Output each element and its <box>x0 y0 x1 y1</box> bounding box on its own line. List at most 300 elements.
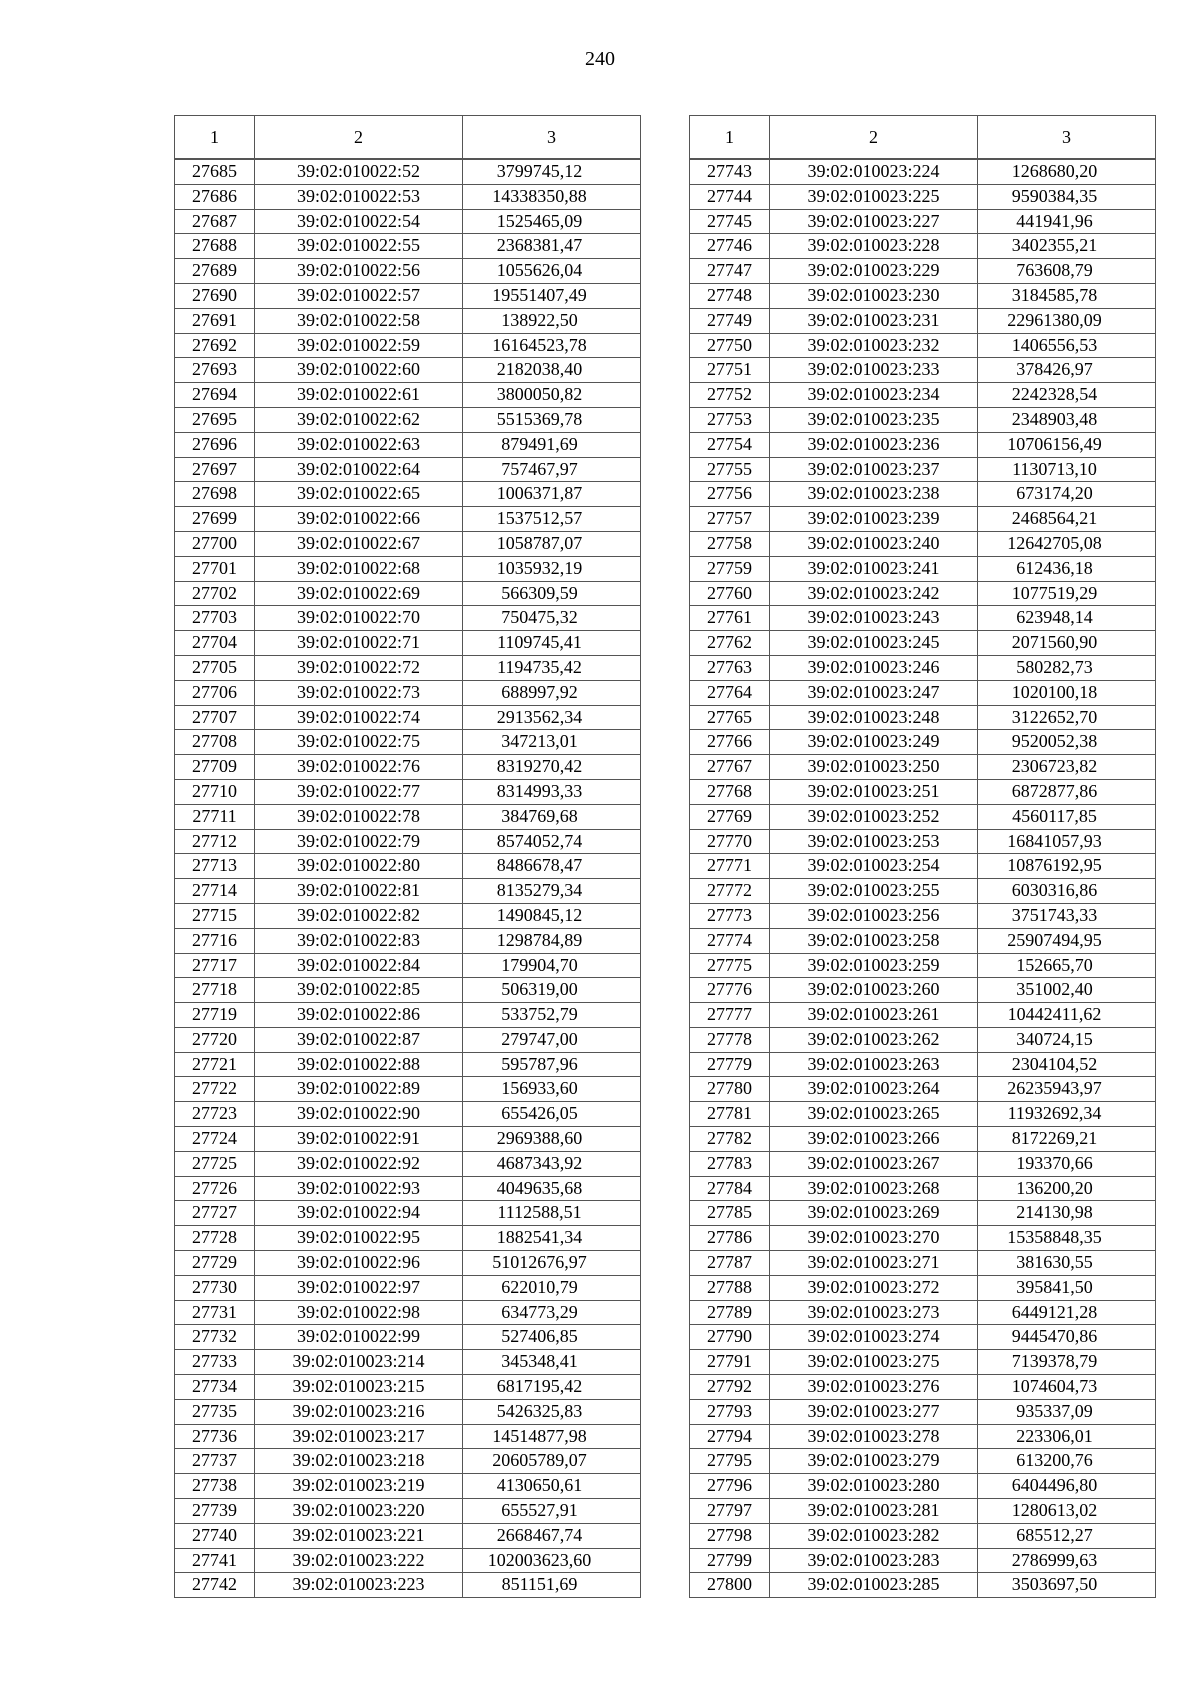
table-row <box>175 159 641 184</box>
cadastral-number-cell: 39:02:010023:217 <box>255 1424 463 1449</box>
cadastral-number-cell: 39:02:010022:83 <box>255 928 463 953</box>
value-cell: 6449121,28 <box>978 1300 1156 1325</box>
row-number-cell: 27776 <box>690 978 770 1003</box>
row-number-cell: 27797 <box>690 1499 770 1524</box>
row-number-cell: 27741 <box>175 1548 255 1573</box>
cadastral-number-cell: 39:02:010023:222 <box>255 1548 463 1573</box>
table-row <box>690 755 1156 780</box>
cadastral-number-cell: 39:02:010023:283 <box>770 1548 978 1573</box>
row-number-cell: 27713 <box>175 854 255 879</box>
table-row <box>175 705 641 730</box>
row-number-cell: 27702 <box>175 581 255 606</box>
value-cell: 179904,70 <box>463 953 641 978</box>
row-number-cell: 27685 <box>175 159 255 184</box>
row-number-cell: 27770 <box>690 829 770 854</box>
value-cell: 2969388,60 <box>463 1127 641 1152</box>
value-cell: 102003623,60 <box>463 1548 641 1573</box>
row-number-cell: 27719 <box>175 1003 255 1028</box>
row-number-cell: 27758 <box>690 531 770 556</box>
table-row <box>175 184 641 209</box>
row-number-cell: 27705 <box>175 655 255 680</box>
cadastral-number-cell: 39:02:010022:60 <box>255 358 463 383</box>
cadastral-number-cell: 39:02:010022:66 <box>255 507 463 532</box>
table-row <box>175 978 641 1003</box>
row-number-cell: 27691 <box>175 308 255 333</box>
table-row <box>690 1474 1156 1499</box>
table-row <box>690 1375 1156 1400</box>
cadastral-number-cell: 39:02:010023:238 <box>770 482 978 507</box>
value-cell: 1006371,87 <box>463 482 641 507</box>
table-row <box>690 457 1156 482</box>
value-cell: 279747,00 <box>463 1027 641 1052</box>
value-cell: 580282,73 <box>978 655 1156 680</box>
cadastral-number-cell: 39:02:010023:277 <box>770 1399 978 1424</box>
table-row <box>690 631 1156 656</box>
table-row <box>690 531 1156 556</box>
cadastral-number-cell: 39:02:010023:256 <box>770 903 978 928</box>
row-number-cell: 27766 <box>690 730 770 755</box>
cadastral-number-cell: 39:02:010022:94 <box>255 1201 463 1226</box>
row-number-cell: 27761 <box>690 606 770 631</box>
table-row <box>690 234 1156 259</box>
cadastral-number-cell: 39:02:010023:282 <box>770 1523 978 1548</box>
value-cell: 8135279,34 <box>463 879 641 904</box>
value-cell: 757467,97 <box>463 457 641 482</box>
value-cell: 345348,41 <box>463 1350 641 1375</box>
row-number-cell: 27787 <box>690 1251 770 1276</box>
cadastral-number-cell: 39:02:010022:62 <box>255 407 463 432</box>
table-row <box>175 1251 641 1276</box>
value-cell: 2348903,48 <box>978 407 1156 432</box>
cadastral-number-cell: 39:02:010023:280 <box>770 1474 978 1499</box>
cadastral-number-cell: 39:02:010023:229 <box>770 259 978 284</box>
value-cell: 4049635,68 <box>463 1176 641 1201</box>
value-cell: 351002,40 <box>978 978 1156 1003</box>
table-row <box>175 829 641 854</box>
value-cell: 4687343,92 <box>463 1151 641 1176</box>
row-number-cell: 27743 <box>690 159 770 184</box>
table-row <box>690 308 1156 333</box>
value-cell: 441941,96 <box>978 209 1156 234</box>
table-row <box>175 1226 641 1251</box>
table-row <box>175 407 641 432</box>
table-row <box>690 333 1156 358</box>
cadastral-number-cell: 39:02:010023:274 <box>770 1325 978 1350</box>
row-number-cell: 27779 <box>690 1052 770 1077</box>
row-number-cell: 27717 <box>175 953 255 978</box>
row-number-cell: 27714 <box>175 879 255 904</box>
table-row <box>175 755 641 780</box>
value-cell: 1112588,51 <box>463 1201 641 1226</box>
table-row <box>690 1077 1156 1102</box>
table-row <box>690 383 1156 408</box>
value-cell: 1020100,18 <box>978 680 1156 705</box>
row-number-cell: 27690 <box>175 283 255 308</box>
table-row <box>690 1350 1156 1375</box>
cadastral-number-cell: 39:02:010023:266 <box>770 1127 978 1152</box>
table-row <box>690 1449 1156 1474</box>
row-number-cell: 27747 <box>690 259 770 284</box>
header-row <box>690 116 1156 160</box>
cadastral-number-cell: 39:02:010023:251 <box>770 779 978 804</box>
table-row <box>690 1275 1156 1300</box>
value-cell: 9590384,35 <box>978 184 1156 209</box>
row-number-cell: 27759 <box>690 556 770 581</box>
row-number-cell: 27737 <box>175 1449 255 1474</box>
cadastral-number-cell: 39:02:010022:63 <box>255 432 463 457</box>
table-row <box>690 804 1156 829</box>
cadastral-number-cell: 39:02:010023:230 <box>770 283 978 308</box>
cadastral-number-cell: 39:02:010022:76 <box>255 755 463 780</box>
cadastral-number-cell: 39:02:010022:91 <box>255 1127 463 1152</box>
row-number-cell: 27718 <box>175 978 255 1003</box>
value-cell: 395841,50 <box>978 1275 1156 1300</box>
row-number-cell: 27784 <box>690 1176 770 1201</box>
cadastral-number-cell: 39:02:010023:275 <box>770 1350 978 1375</box>
table-row <box>690 482 1156 507</box>
table-row <box>690 1300 1156 1325</box>
cadastral-number-cell: 39:02:010022:85 <box>255 978 463 1003</box>
row-number-cell: 27689 <box>175 259 255 284</box>
table-row <box>175 1474 641 1499</box>
value-cell: 688997,92 <box>463 680 641 705</box>
cadastral-number-cell: 39:02:010023:261 <box>770 1003 978 1028</box>
row-number-cell: 27772 <box>690 879 770 904</box>
cadastral-number-cell: 39:02:010022:89 <box>255 1077 463 1102</box>
value-cell: 1130713,10 <box>978 457 1156 482</box>
cadastral-number-cell: 39:02:010023:265 <box>770 1102 978 1127</box>
table-row <box>690 1548 1156 1573</box>
row-number-cell: 27749 <box>690 308 770 333</box>
table-row <box>175 1052 641 1077</box>
value-cell: 347213,01 <box>463 730 641 755</box>
cadastral-number-cell: 39:02:010023:278 <box>770 1424 978 1449</box>
cadastral-number-cell: 39:02:010023:268 <box>770 1176 978 1201</box>
cadastral-number-cell: 39:02:010022:52 <box>255 159 463 184</box>
row-number-cell: 27722 <box>175 1077 255 1102</box>
table-row <box>690 1226 1156 1251</box>
value-cell: 4130650,61 <box>463 1474 641 1499</box>
value-cell: 6404496,80 <box>978 1474 1156 1499</box>
row-number-cell: 27698 <box>175 482 255 507</box>
value-cell: 8574052,74 <box>463 829 641 854</box>
value-cell: 223306,01 <box>978 1424 1156 1449</box>
row-number-cell: 27686 <box>175 184 255 209</box>
value-cell: 16841057,93 <box>978 829 1156 854</box>
table-row <box>175 1548 641 1573</box>
table-row <box>175 779 641 804</box>
table-row <box>690 209 1156 234</box>
row-number-cell: 27699 <box>175 507 255 532</box>
cadastral-number-cell: 39:02:010022:68 <box>255 556 463 581</box>
cadastral-number-cell: 39:02:010022:65 <box>255 482 463 507</box>
cadastral-number-cell: 39:02:010022:96 <box>255 1251 463 1276</box>
cadastral-number-cell: 39:02:010023:250 <box>770 755 978 780</box>
table-row <box>175 383 641 408</box>
row-number-cell: 27746 <box>690 234 770 259</box>
row-number-cell: 27773 <box>690 903 770 928</box>
value-cell: 655527,91 <box>463 1499 641 1524</box>
value-cell: 612436,18 <box>978 556 1156 581</box>
table-row <box>690 1424 1156 1449</box>
row-number-cell: 27794 <box>690 1424 770 1449</box>
table-row <box>175 730 641 755</box>
cadastral-number-cell: 39:02:010023:259 <box>770 953 978 978</box>
cadastral-number-cell: 39:02:010023:232 <box>770 333 978 358</box>
value-cell: 634773,29 <box>463 1300 641 1325</box>
table-row <box>175 879 641 904</box>
table-row <box>690 1102 1156 1127</box>
table-row <box>690 1573 1156 1598</box>
row-number-cell: 27694 <box>175 383 255 408</box>
table-row <box>175 358 641 383</box>
cadastral-number-cell: 39:02:010023:240 <box>770 531 978 556</box>
value-cell: 1055626,04 <box>463 259 641 284</box>
value-cell: 1109745,41 <box>463 631 641 656</box>
row-number-cell: 27760 <box>690 581 770 606</box>
value-cell: 3503697,50 <box>978 1573 1156 1598</box>
cadastral-number-cell: 39:02:010023:285 <box>770 1573 978 1598</box>
table-row <box>690 730 1156 755</box>
value-cell: 4560117,85 <box>978 804 1156 829</box>
value-cell: 340724,15 <box>978 1027 1156 1052</box>
table-row <box>690 680 1156 705</box>
table-row <box>175 1275 641 1300</box>
value-cell: 1077519,29 <box>978 581 1156 606</box>
value-cell: 2182038,40 <box>463 358 641 383</box>
table-row <box>175 655 641 680</box>
row-number-cell: 27769 <box>690 804 770 829</box>
table-row <box>690 1325 1156 1350</box>
cadastral-number-cell: 39:02:010023:225 <box>770 184 978 209</box>
cadastral-number-cell: 39:02:010023:242 <box>770 581 978 606</box>
value-cell: 8486678,47 <box>463 854 641 879</box>
row-number-cell: 27768 <box>690 779 770 804</box>
cadastral-number-cell: 39:02:010022:54 <box>255 209 463 234</box>
row-number-cell: 27777 <box>690 1003 770 1028</box>
cadastral-number-cell: 39:02:010023:221 <box>255 1523 463 1548</box>
cadastral-number-cell: 39:02:010022:55 <box>255 234 463 259</box>
value-cell: 1525465,09 <box>463 209 641 234</box>
value-cell: 566309,59 <box>463 581 641 606</box>
cadastral-number-cell: 39:02:010023:254 <box>770 854 978 879</box>
cadastral-number-cell: 39:02:010022:64 <box>255 457 463 482</box>
value-cell: 6817195,42 <box>463 1375 641 1400</box>
row-number-cell: 27738 <box>175 1474 255 1499</box>
value-cell: 622010,79 <box>463 1275 641 1300</box>
value-cell: 1074604,73 <box>978 1375 1156 1400</box>
table-row <box>690 1151 1156 1176</box>
row-number-cell: 27798 <box>690 1523 770 1548</box>
value-cell: 1298784,89 <box>463 928 641 953</box>
value-cell: 1490845,12 <box>463 903 641 928</box>
page-number: 240 <box>585 48 615 70</box>
cadastral-number-cell: 39:02:010023:264 <box>770 1077 978 1102</box>
cadastral-number-cell: 39:02:010022:90 <box>255 1102 463 1127</box>
row-number-cell: 27709 <box>175 755 255 780</box>
table-row <box>175 1350 641 1375</box>
left-data-table <box>174 115 641 1598</box>
table-row <box>175 209 641 234</box>
cadastral-number-cell: 39:02:010023:271 <box>770 1251 978 1276</box>
cadastral-number-cell: 39:02:010023:267 <box>770 1151 978 1176</box>
cadastral-number-cell: 39:02:010023:215 <box>255 1375 463 1400</box>
value-cell: 613200,76 <box>978 1449 1156 1474</box>
row-number-cell: 27707 <box>175 705 255 730</box>
value-cell: 8314993,33 <box>463 779 641 804</box>
cadastral-number-cell: 39:02:010023:235 <box>770 407 978 432</box>
row-number-cell: 27789 <box>690 1300 770 1325</box>
table-row <box>175 680 641 705</box>
value-cell: 2306723,82 <box>978 755 1156 780</box>
value-cell: 10876192,95 <box>978 854 1156 879</box>
table-row <box>175 1077 641 1102</box>
row-number-cell: 27726 <box>175 1176 255 1201</box>
value-cell: 136200,20 <box>978 1176 1156 1201</box>
cadastral-number-cell: 39:02:010022:97 <box>255 1275 463 1300</box>
cadastral-number-cell: 39:02:010023:249 <box>770 730 978 755</box>
value-cell: 3799745,12 <box>463 159 641 184</box>
row-number-cell: 27716 <box>175 928 255 953</box>
value-cell: 9520052,38 <box>978 730 1156 755</box>
cadastral-number-cell: 39:02:010022:82 <box>255 903 463 928</box>
table-row <box>690 581 1156 606</box>
row-number-cell: 27782 <box>690 1127 770 1152</box>
row-number-cell: 27712 <box>175 829 255 854</box>
table-row <box>175 928 641 953</box>
table-row <box>175 804 641 829</box>
table-row <box>175 1127 641 1152</box>
table-row <box>690 1499 1156 1524</box>
value-cell: 10442411,62 <box>978 1003 1156 1028</box>
cadastral-number-cell: 39:02:010023:233 <box>770 358 978 383</box>
row-number-cell: 27788 <box>690 1275 770 1300</box>
cadastral-number-cell: 39:02:010022:84 <box>255 953 463 978</box>
value-cell: 384769,68 <box>463 804 641 829</box>
cadastral-number-cell: 39:02:010023:224 <box>770 159 978 184</box>
cadastral-number-cell: 39:02:010022:67 <box>255 531 463 556</box>
row-number-cell: 27754 <box>690 432 770 457</box>
row-number-cell: 27796 <box>690 1474 770 1499</box>
value-cell: 7139378,79 <box>978 1350 1156 1375</box>
cadastral-number-cell: 39:02:010023:220 <box>255 1499 463 1524</box>
row-number-cell: 27745 <box>690 209 770 234</box>
value-cell: 851151,69 <box>463 1573 641 1598</box>
row-number-cell: 27703 <box>175 606 255 631</box>
table-row <box>175 457 641 482</box>
row-number-cell: 27720 <box>175 1027 255 1052</box>
row-number-cell: 27739 <box>175 1499 255 1524</box>
row-number-cell: 27791 <box>690 1350 770 1375</box>
table-row <box>175 606 641 631</box>
value-cell: 22961380,09 <box>978 308 1156 333</box>
table-row <box>690 1027 1156 1052</box>
table-row <box>175 631 641 656</box>
table-row <box>690 1003 1156 1028</box>
table-row <box>175 854 641 879</box>
right-table-body <box>690 159 1156 1598</box>
cadastral-number-cell: 39:02:010023:227 <box>770 209 978 234</box>
cadastral-number-cell: 39:02:010023:255 <box>770 879 978 904</box>
row-number-cell: 27752 <box>690 383 770 408</box>
row-number-cell: 27781 <box>690 1102 770 1127</box>
cadastral-number-cell: 39:02:010022:56 <box>255 259 463 284</box>
row-number-cell: 27774 <box>690 928 770 953</box>
table-row <box>690 829 1156 854</box>
cadastral-number-cell: 39:02:010023:234 <box>770 383 978 408</box>
row-number-cell: 27763 <box>690 655 770 680</box>
row-number-cell: 27783 <box>690 1151 770 1176</box>
cadastral-number-cell: 39:02:010023:273 <box>770 1300 978 1325</box>
table-row <box>175 234 641 259</box>
right-data-table <box>689 115 1156 1598</box>
table-row <box>175 259 641 284</box>
column-header-1: 1 <box>690 116 770 160</box>
row-number-cell: 27710 <box>175 779 255 804</box>
table-row <box>175 1102 641 1127</box>
value-cell: 19551407,49 <box>463 283 641 308</box>
table-row <box>175 1375 641 1400</box>
row-number-cell: 27795 <box>690 1449 770 1474</box>
value-cell: 2242328,54 <box>978 383 1156 408</box>
row-number-cell: 27799 <box>690 1548 770 1573</box>
cadastral-number-cell: 39:02:010022:88 <box>255 1052 463 1077</box>
value-cell: 6872877,86 <box>978 779 1156 804</box>
table-row <box>690 953 1156 978</box>
table-row <box>175 556 641 581</box>
table-row <box>175 507 641 532</box>
row-number-cell: 27751 <box>690 358 770 383</box>
row-number-cell: 27731 <box>175 1300 255 1325</box>
row-number-cell: 27778 <box>690 1027 770 1052</box>
row-number-cell: 27771 <box>690 854 770 879</box>
value-cell: 595787,96 <box>463 1052 641 1077</box>
table-row <box>690 655 1156 680</box>
cadastral-number-cell: 39:02:010023:241 <box>770 556 978 581</box>
table-row <box>690 903 1156 928</box>
table-row <box>175 1300 641 1325</box>
value-cell: 623948,14 <box>978 606 1156 631</box>
cadastral-number-cell: 39:02:010022:86 <box>255 1003 463 1028</box>
header-row <box>175 116 641 160</box>
value-cell: 527406,85 <box>463 1325 641 1350</box>
row-number-cell: 27764 <box>690 680 770 705</box>
table-row <box>175 1201 641 1226</box>
row-number-cell: 27735 <box>175 1399 255 1424</box>
row-number-cell: 27793 <box>690 1399 770 1424</box>
value-cell: 3402355,21 <box>978 234 1156 259</box>
cadastral-number-cell: 39:02:010023:263 <box>770 1052 978 1077</box>
row-number-cell: 27765 <box>690 705 770 730</box>
table-row <box>690 1201 1156 1226</box>
value-cell: 2468564,21 <box>978 507 1156 532</box>
table-row <box>690 978 1156 1003</box>
row-number-cell: 27730 <box>175 1275 255 1300</box>
row-number-cell: 27755 <box>690 457 770 482</box>
cadastral-number-cell: 39:02:010023:247 <box>770 680 978 705</box>
row-number-cell: 27693 <box>175 358 255 383</box>
value-cell: 2668467,74 <box>463 1523 641 1548</box>
table-row <box>690 358 1156 383</box>
cadastral-number-cell: 39:02:010023:272 <box>770 1275 978 1300</box>
cadastral-number-cell: 39:02:010023:279 <box>770 1449 978 1474</box>
table-row <box>175 1449 641 1474</box>
table-row <box>175 1399 641 1424</box>
cadastral-number-cell: 39:02:010023:269 <box>770 1201 978 1226</box>
value-cell: 1268680,20 <box>978 159 1156 184</box>
cadastral-number-cell: 39:02:010023:243 <box>770 606 978 631</box>
value-cell: 16164523,78 <box>463 333 641 358</box>
